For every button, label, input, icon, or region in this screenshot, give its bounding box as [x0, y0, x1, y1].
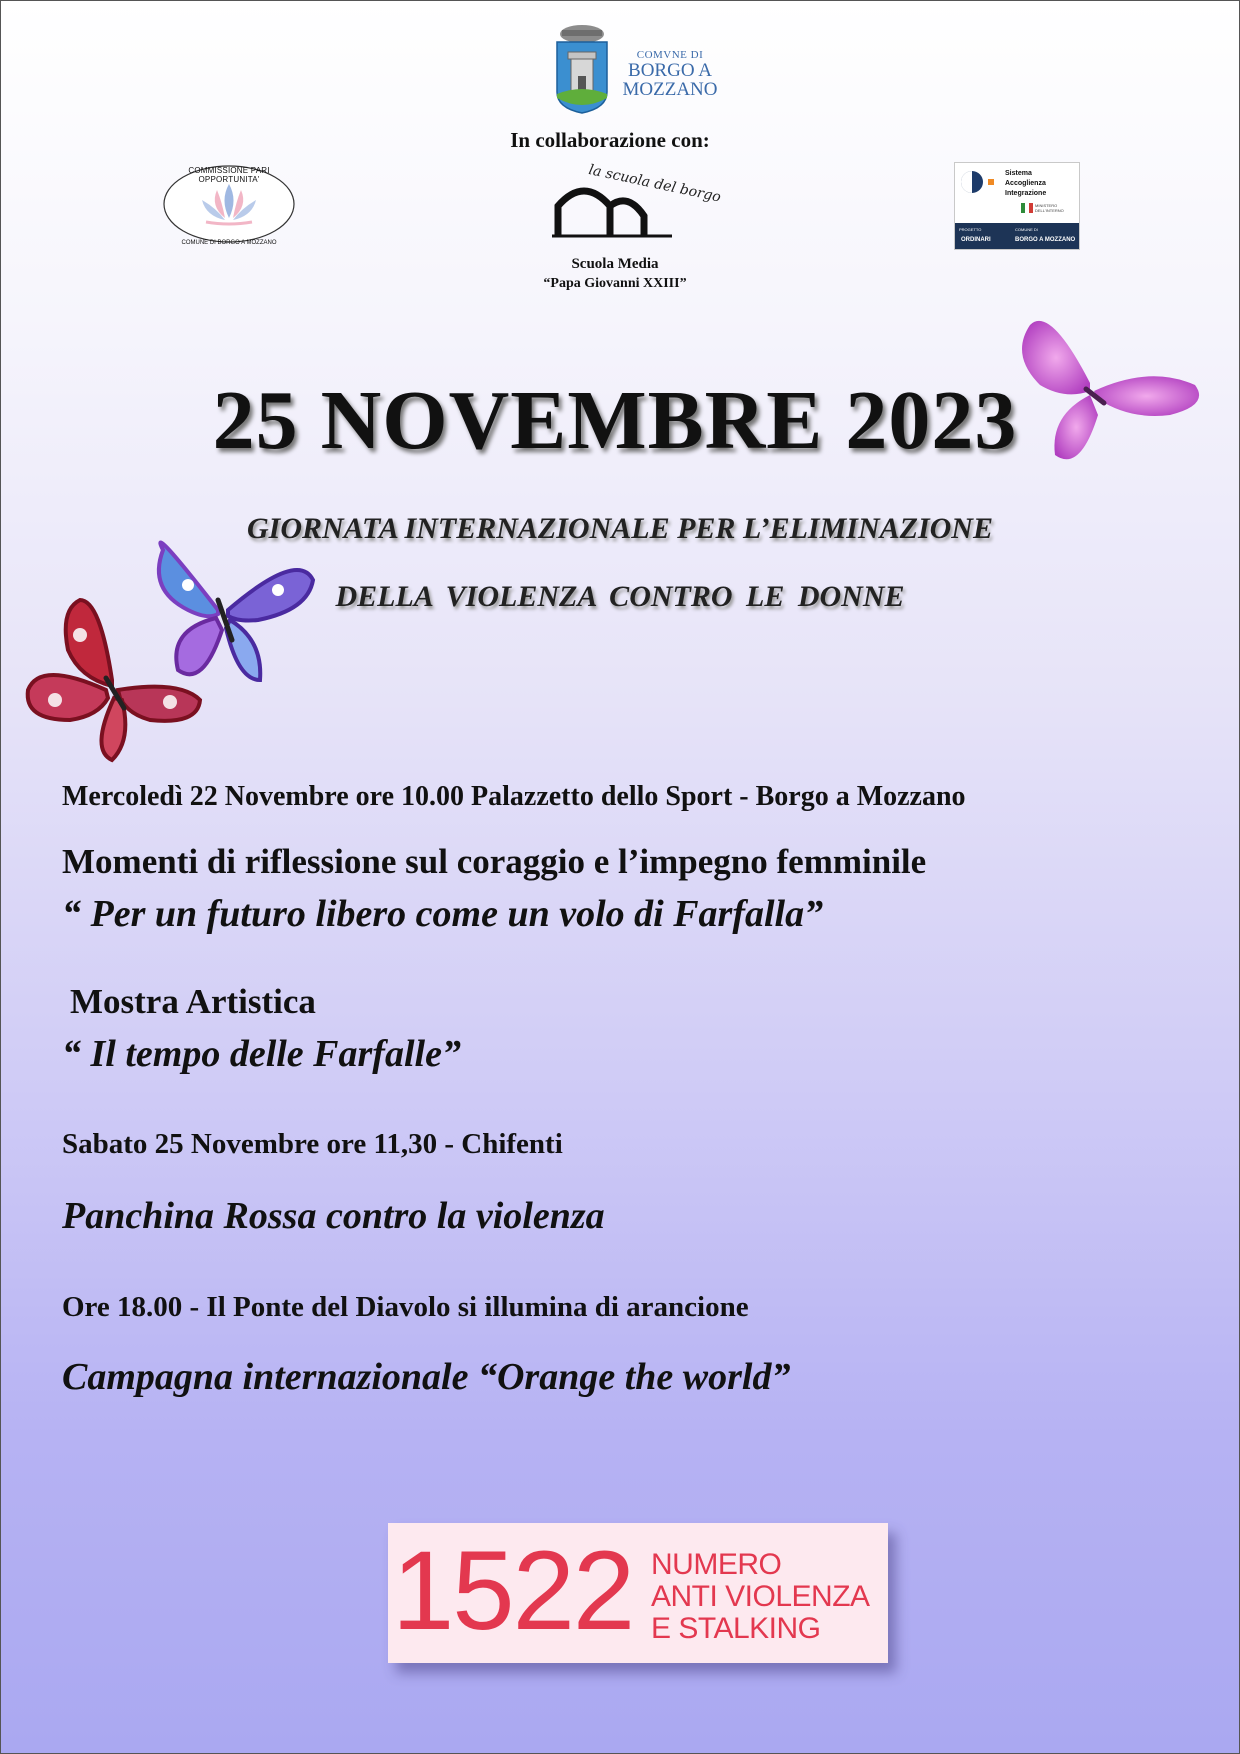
municipality-name: COMVNE DI BORGO A MOZZANO: [622, 49, 718, 100]
event-1-when: Mercoledì 22 Novembre ore 10.00 Palazzetto dello Sport - Borgo a Mozzano: [62, 781, 966, 812]
school-logo-script: la scuola del borgo: [587, 162, 723, 206]
sai-title: Sistema Accoglienza Integrazione: [1005, 170, 1047, 197]
exhibit-title: Mostra Artistica: [70, 982, 316, 1021]
page-title: 25 NOVEMBRE 2023: [212, 374, 1018, 467]
helpline-number: 1522: [392, 1528, 634, 1653]
sai-logo: [954, 162, 1080, 250]
helpline-label: NUMERO ANTI VIOLENZA E STALKING: [651, 1548, 870, 1645]
event-1-title: Momenti di riflessione sul coraggio e l’impegno femminile: [62, 842, 927, 881]
subtitle-line-1: GIORNATA INTERNAZIONALE PER L’ELIMINAZIONE: [247, 512, 993, 545]
sai-square-icon: [988, 179, 994, 185]
pink-butterfly-icon: [1010, 305, 1210, 475]
italian-flag-icon: [1021, 203, 1033, 213]
red-butterfly-icon: [20, 590, 210, 765]
sai-footer-bar: PROGETTO COMUNE DI ORDINARI BORGO A MOZZANO: [955, 223, 1079, 249]
school-line-1: Scuola Media: [571, 256, 659, 272]
event-3-when: Ore 18.00 - Il Ponte del Diavolo si illumina di arancione: [62, 1291, 749, 1323]
helpline-banner: [388, 1523, 888, 1663]
event-1-quote: “ Per un futuro libero come un volo di Farfalla”: [62, 893, 824, 935]
exhibit-quote: “ Il tempo delle Farfalle”: [62, 1033, 461, 1075]
school-bridge-logo-icon: [548, 156, 723, 240]
commission-name: COMMISSIONE PARI OPPORTUNITA': [188, 166, 270, 184]
event-2-when: Sabato 25 Novembre ore 11,30 - Chifenti: [62, 1128, 563, 1160]
subtitle-line-2: DELLA VIOLENZA CONTRO LE DONNE: [335, 580, 905, 613]
event-2-title: Panchina Rossa contro la violenza: [62, 1195, 605, 1237]
collaboration-label: In collaborazione con:: [510, 128, 710, 152]
event-3-title: Campagna internazionale “Orange the world”: [62, 1356, 791, 1398]
commission-municipality: COMUNE DI BORGO A MOZZANO: [181, 240, 277, 246]
school-line-2: “Papa Giovanni XXIII”: [543, 276, 687, 291]
municipal-crest-icon: [553, 24, 611, 114]
ministry-label: MINISTERO DELL'INTERNO: [1035, 203, 1064, 213]
